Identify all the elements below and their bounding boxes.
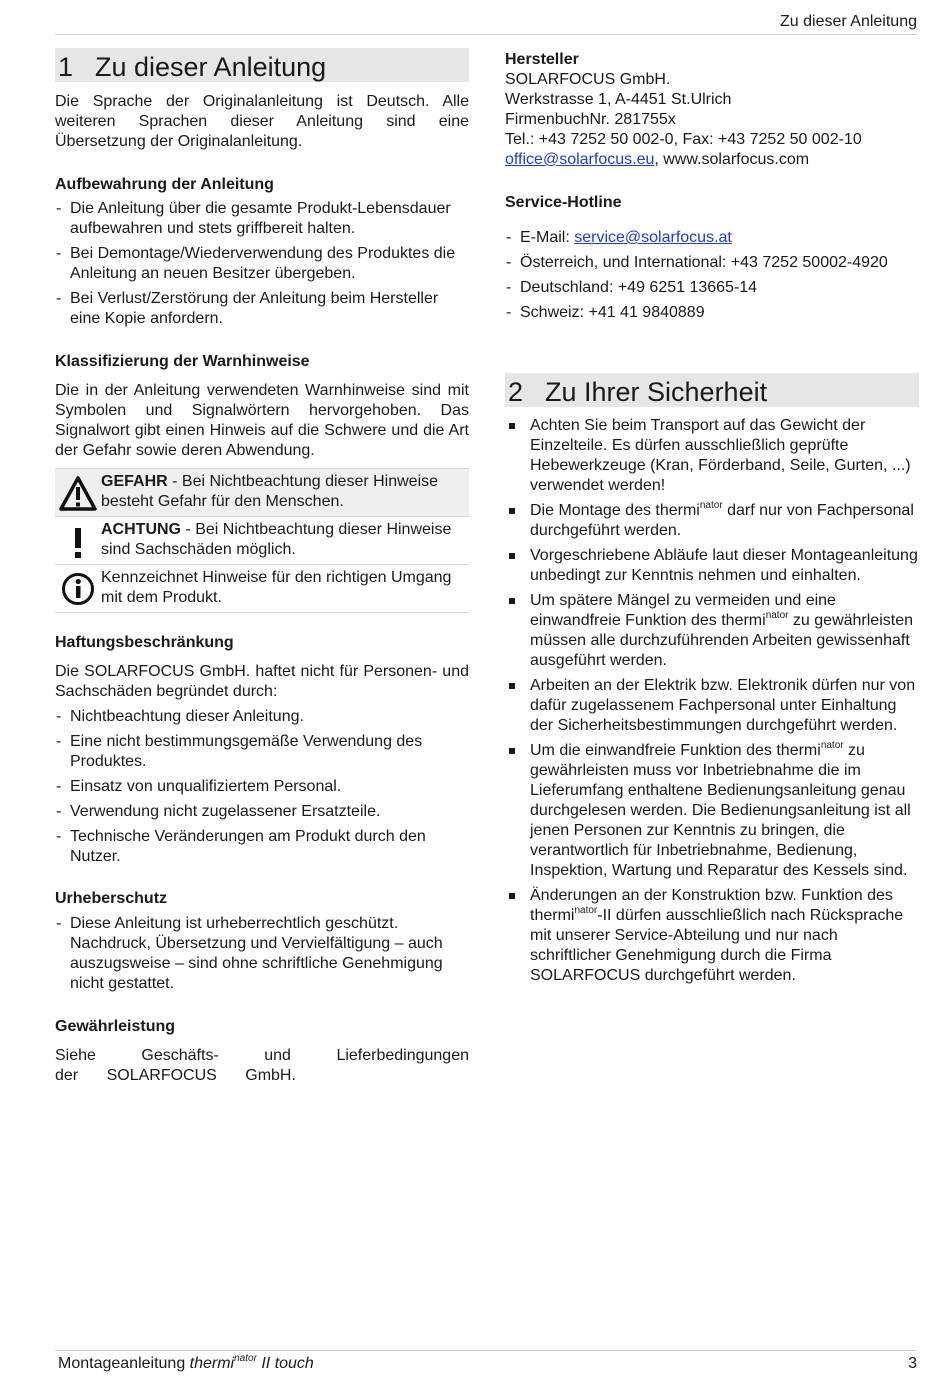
list-item: - Nichtbeachtung dieser Anleitung.	[55, 707, 469, 727]
chapter-title-text: Zu dieser Anleitung	[95, 52, 327, 82]
list-item: - Schweiz: +41 41 9840889	[505, 303, 919, 323]
liability-heading: Haftungsbeschränkung	[55, 634, 234, 651]
text-part: zu gewährleisten müssen alle durchzuführenden Arbeiten gewissenhaft ausgeführt werden.	[530, 612, 913, 669]
page-number: 3	[908, 1355, 917, 1372]
chapter-1-title	[55, 48, 469, 82]
superscript: nator	[699, 500, 723, 511]
list-item: Arbeiten an der Elektrik bzw. Elektronik dürfen nur von dafür zugelassenem Fachpersonal unter Einhaltung der Sicherheitsbestimmungen durchgeführt werden.	[505, 676, 919, 736]
liability-list	[55, 707, 469, 867]
product-name: thermi	[189, 1355, 235, 1372]
footer-product	[190, 1355, 314, 1372]
list-item	[505, 591, 919, 671]
list-item	[505, 228, 919, 248]
hotline-list	[505, 228, 919, 323]
footer-rule	[55, 1350, 917, 1351]
list-item	[505, 741, 919, 881]
list-item: Achten Sie beim Transport auf das Gewicht der Einzelteile. Es dürfen ausschließlich geprüfte Hebewerkzeuge (Kran, Förderband, Seile, Gurten, ...) verwendet werden!	[505, 416, 919, 496]
warranty-text: Siehe Geschäfts- und Lieferbedingungen der SOLARFOCUS GmbH.	[55, 1047, 469, 1084]
list-item: - Technische Veränderungen am Produkt durch den Nutzer.	[55, 827, 469, 867]
list-item: Vorgeschriebene Abläufe laut dieser Montageanleitung unbedingt zur Kenntnis nehmen und einhalten.	[505, 546, 919, 586]
caution-signal-word: ACHTUNG	[101, 521, 181, 538]
warnings-heading: Klassifizierung der Warnhinweise	[55, 353, 310, 370]
info-icon	[55, 568, 101, 606]
manufacturer-contact	[505, 150, 919, 170]
list-item: - Deutschland: +49 6251 13665-14	[505, 278, 919, 298]
manufacturer-phone-fax: Tel.: +43 7252 50 002-0, Fax: +43 7252 50 002-10	[505, 131, 862, 148]
footer-document-title	[58, 1354, 314, 1374]
superscript: nator	[765, 610, 789, 621]
storage-heading: Aufbewahrung der Anleitung	[55, 176, 274, 193]
list-item: - Diese Anleitung ist urheberrechtlich geschützt. Nachdruck, Übersetzung und Vervielfältigung – auch auszugsweise – sind ohne schriftliche Genehmigung nicht gestattet.	[55, 914, 469, 994]
caution-text: - Bei Nichtbeachtung dieser Hinweise sind Sachschäden möglich.	[101, 521, 452, 558]
manufacturer-address: Werkstrasse 1, A-4451 St.Ulrich	[505, 91, 732, 108]
chapter-title-text: Zu Ihrer Sicherheit	[545, 377, 768, 407]
hotline-heading: Service-Hotline	[505, 194, 622, 211]
superscript: nator	[820, 740, 844, 751]
left-column	[55, 48, 469, 1086]
list-item: - Eine nicht bestimmungsgemäße Verwendung des Produktes.	[55, 732, 469, 772]
caution-notice	[55, 516, 469, 564]
contact-separator: ,	[654, 151, 664, 168]
text-part: Änderungen an der Konstruktion bzw. Funktion des thermi	[530, 887, 893, 924]
text-part: -II dürfen ausschließlich nach Rücksprache mit unserer Service-Abteilung und nur nach schriftlicher Genehmigung durch die Firma SOLARFOCUS durchgeführt werden.	[530, 907, 904, 984]
safety-list	[505, 416, 919, 986]
danger-text: - Bei Nichtbeachtung dieser Hinweise besteht Gefahr für den Menschen.	[101, 473, 439, 510]
copyright-heading: Urheberschutz	[55, 890, 168, 907]
danger-notice	[55, 468, 469, 516]
info-notice	[55, 564, 469, 613]
text-part: Um spätere Mängel zu vermeiden und eine einwandfreie Funktion des thermi	[530, 592, 836, 629]
text-part: zu gewährleisten muss vor Inbetriebnahme die im Lieferumfang enthaltene Bedienungsanleitung genau durchgelesen werden. Die Bedienungsanleitung ist all jenen Personen zur Kenntnis zu bringen, die verantwortlich für Inbetriebnahme, Bedienung, Inspektion, Wartung und Reparatur des Kessels sind.	[530, 742, 911, 879]
exclamation-icon	[55, 520, 101, 560]
list-item: - Verwendung nicht zugelassener Ersatzteile.	[55, 802, 469, 822]
intro-paragraph: Die Sprache der Originalanleitung ist Deutsch. Alle weiteren Sprachen dieser Anleitung sind eine Übersetzung der Originalanleitung.	[55, 93, 469, 150]
list-item: - Österreich, und International: +43 7252 50002-4920	[505, 253, 919, 273]
service-email-link[interactable]: service@solarfocus.at	[574, 229, 732, 246]
right-column	[505, 50, 919, 991]
danger-signal-word: GEFAHR	[101, 473, 168, 490]
website: www.solarfocus.com	[663, 151, 810, 168]
text-part: darf nur von Fachpersonal durchgeführt werden.	[530, 502, 914, 539]
footer-prefix: Montageanleitung	[58, 1355, 190, 1372]
running-header: Zu dieser Anleitung	[780, 13, 917, 30]
email-label: E-Mail:	[520, 229, 575, 246]
manufacturer-heading: Hersteller	[505, 51, 579, 68]
manufacturer-register: FirmenbuchNr. 281755x	[505, 111, 676, 128]
info-text: Kennzeichnet Hinweise für den richtigen Umgang mit dem Produkt.	[101, 569, 452, 606]
product-suffix: II touch	[256, 1355, 314, 1372]
list-item: - Einsatz von unqualifiziertem Personal.	[55, 777, 469, 797]
chapter-number: 1	[58, 52, 74, 82]
list-item	[505, 501, 919, 541]
copyright-list	[55, 914, 469, 994]
warning-triangle-icon	[55, 472, 101, 512]
list-item: - Die Anleitung über die gesamte Produkt-Lebensdauer aufbewahren und stets griffbereit halten.	[55, 199, 469, 239]
superscript: nator	[234, 1353, 257, 1364]
chapter-2-title	[505, 373, 919, 407]
office-email-link[interactable]: office@solarfocus.eu	[505, 151, 655, 168]
text-part: Die Montage des thermi	[530, 502, 700, 519]
list-item: - Bei Verlust/Zerstörung der Anleitung beim Hersteller eine Kopie anfordern.	[55, 289, 469, 329]
warranty-heading: Gewährleistung	[55, 1018, 176, 1035]
storage-list	[55, 199, 469, 329]
notice-block	[55, 468, 469, 613]
chapter-number: 2	[508, 377, 524, 407]
list-item	[505, 886, 919, 986]
manufacturer-name: SOLARFOCUS GmbH.	[505, 71, 671, 88]
list-item: - Bei Demontage/Wiederverwendung des Produktes die Anleitung an neuen Besitzer übergeben.	[55, 244, 469, 284]
text-part: Um die einwandfreie Funktion des thermi	[530, 742, 821, 759]
header-rule	[55, 34, 917, 35]
liability-intro: Die SOLARFOCUS GmbH. haftet nicht für Personen- und Sachschäden begründet durch:	[55, 663, 469, 700]
superscript: nator	[574, 905, 598, 916]
warnings-intro: Die in der Anleitung verwendeten Warnhinweise sind mit Symbolen und Signalwörtern hervorgehoben. Das Signalwort gibt einen Hinweis auf die Schwere und die Art der Gefahr sowie deren Abwendung.	[55, 382, 469, 459]
